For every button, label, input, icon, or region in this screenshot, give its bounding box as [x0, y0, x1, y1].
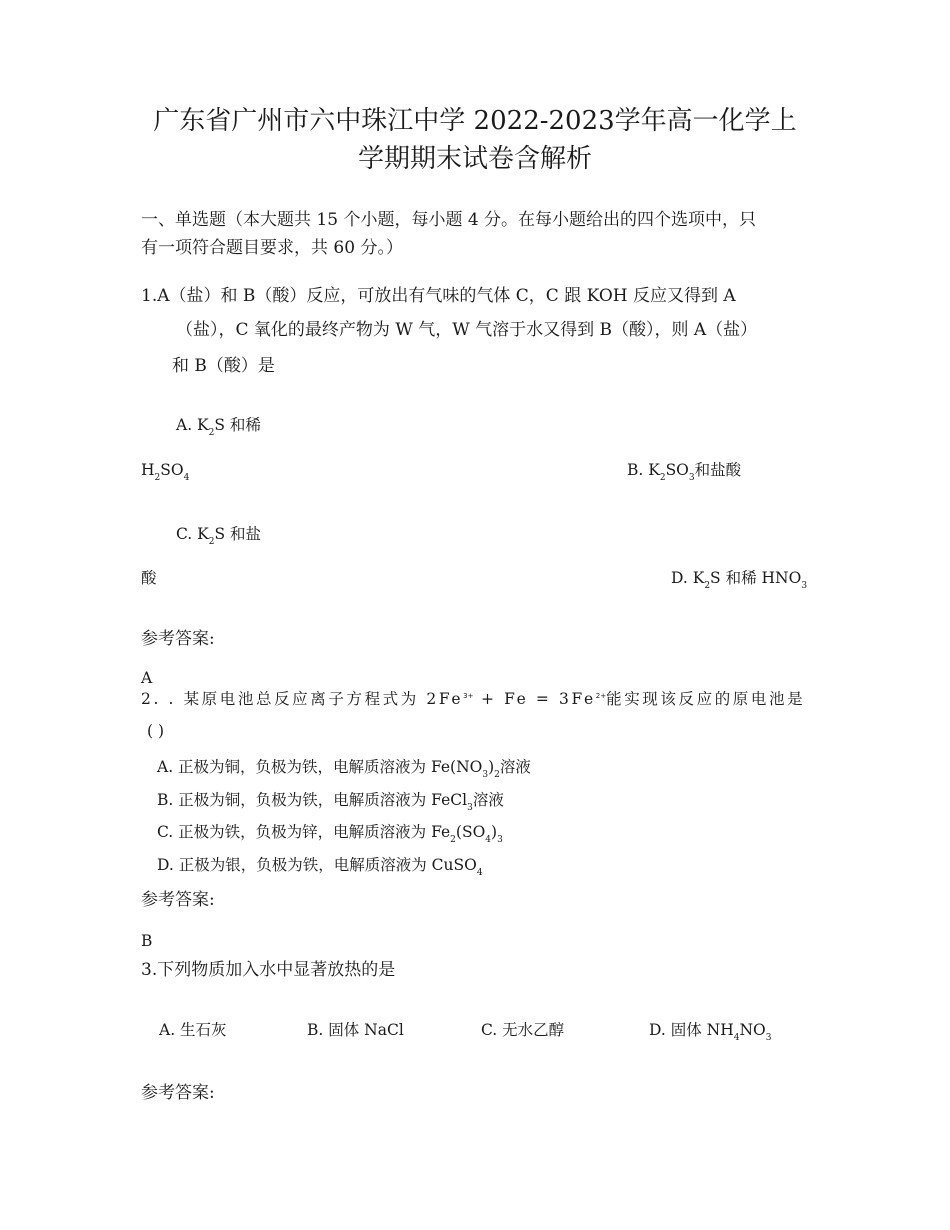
- q1-stem-line-3: 和 B（酸）是: [172, 356, 275, 376]
- q2-answer: B: [141, 932, 153, 950]
- q1-option-b: B. $K_2SO_3$和盐酸: [627, 461, 742, 483]
- q1-option-c: C. $K_2S$ 和盐: [176, 525, 262, 547]
- q2-option-b: B. 正极为铜，负极为铁，电解质溶液为 FeCl$_3$溶液: [157, 791, 504, 813]
- q2-answer-label: 参考答案:: [141, 890, 215, 910]
- document-title-line-1: 广东省广州市六中珠江中学 2022-2023学年高一化学上: [153, 106, 797, 136]
- q1-answer-label: 参考答案:: [141, 629, 215, 649]
- q1-option-d: D. $K_2S$ 和稀 $HNO_3$: [671, 569, 808, 591]
- q1-option-a: A. $K_2S$ 和稀: [176, 416, 261, 438]
- document-title-line-2: 学期期末试卷含解析: [357, 144, 592, 174]
- q2-option-a: A. 正极为铜，负极为铁，电解质溶液为 $Fe(NO_3)_2$溶液: [157, 758, 531, 780]
- q1-option-c-continued: 酸: [141, 569, 157, 587]
- q1-answer: A: [141, 669, 153, 687]
- q2-option-c: C. 正极为铁，负极为锌，电解质溶液为 $Fe_2(SO_4)_3$: [157, 823, 503, 845]
- q3-option-d: D. 固体 $NH_4NO_3$: [649, 1021, 772, 1043]
- q3-option-b: B. 固体 NaCl: [307, 1021, 404, 1039]
- q3-option-a: A. 生石灰: [159, 1021, 227, 1039]
- q3-stem: 3.下列物质加入水中显著放热的是: [141, 960, 396, 980]
- q1-stem-line-2: （盐），C 氧化的最终产物为 W 气，W 气溶于水又得到 B（酸），则 A（盐）: [176, 320, 758, 340]
- q1-option-a-continued: $H_2SO_4$: [141, 461, 190, 483]
- q2-stem: 2. . 某原电池总反应离子方程式为 $2Fe^{3+} + Fe = 3Fe^{2+}$能实现该反应的原电池是: [141, 690, 806, 708]
- q2-option-d: D. 正极为银，负极为铁，电解质溶液为 CuSO$_4$: [157, 856, 483, 878]
- section-header-line-2: 有一项符合题目要求，共 60 分。）: [141, 238, 403, 258]
- q1-stem-line-1: 1.A（盐）和 B（酸）反应，可放出有气味的气体 C，C 跟 KOH 反应又得到 A: [141, 286, 736, 306]
- q2-blank: ( ): [147, 722, 165, 740]
- q3-answer-label: 参考答案:: [141, 1083, 215, 1103]
- section-header-line-1: 一、单选题（本大题共 15 个小题，每小题 4 分。在每小题给出的四个选项中，只: [141, 210, 757, 230]
- q3-option-c: C. 无水乙醇: [481, 1021, 565, 1039]
